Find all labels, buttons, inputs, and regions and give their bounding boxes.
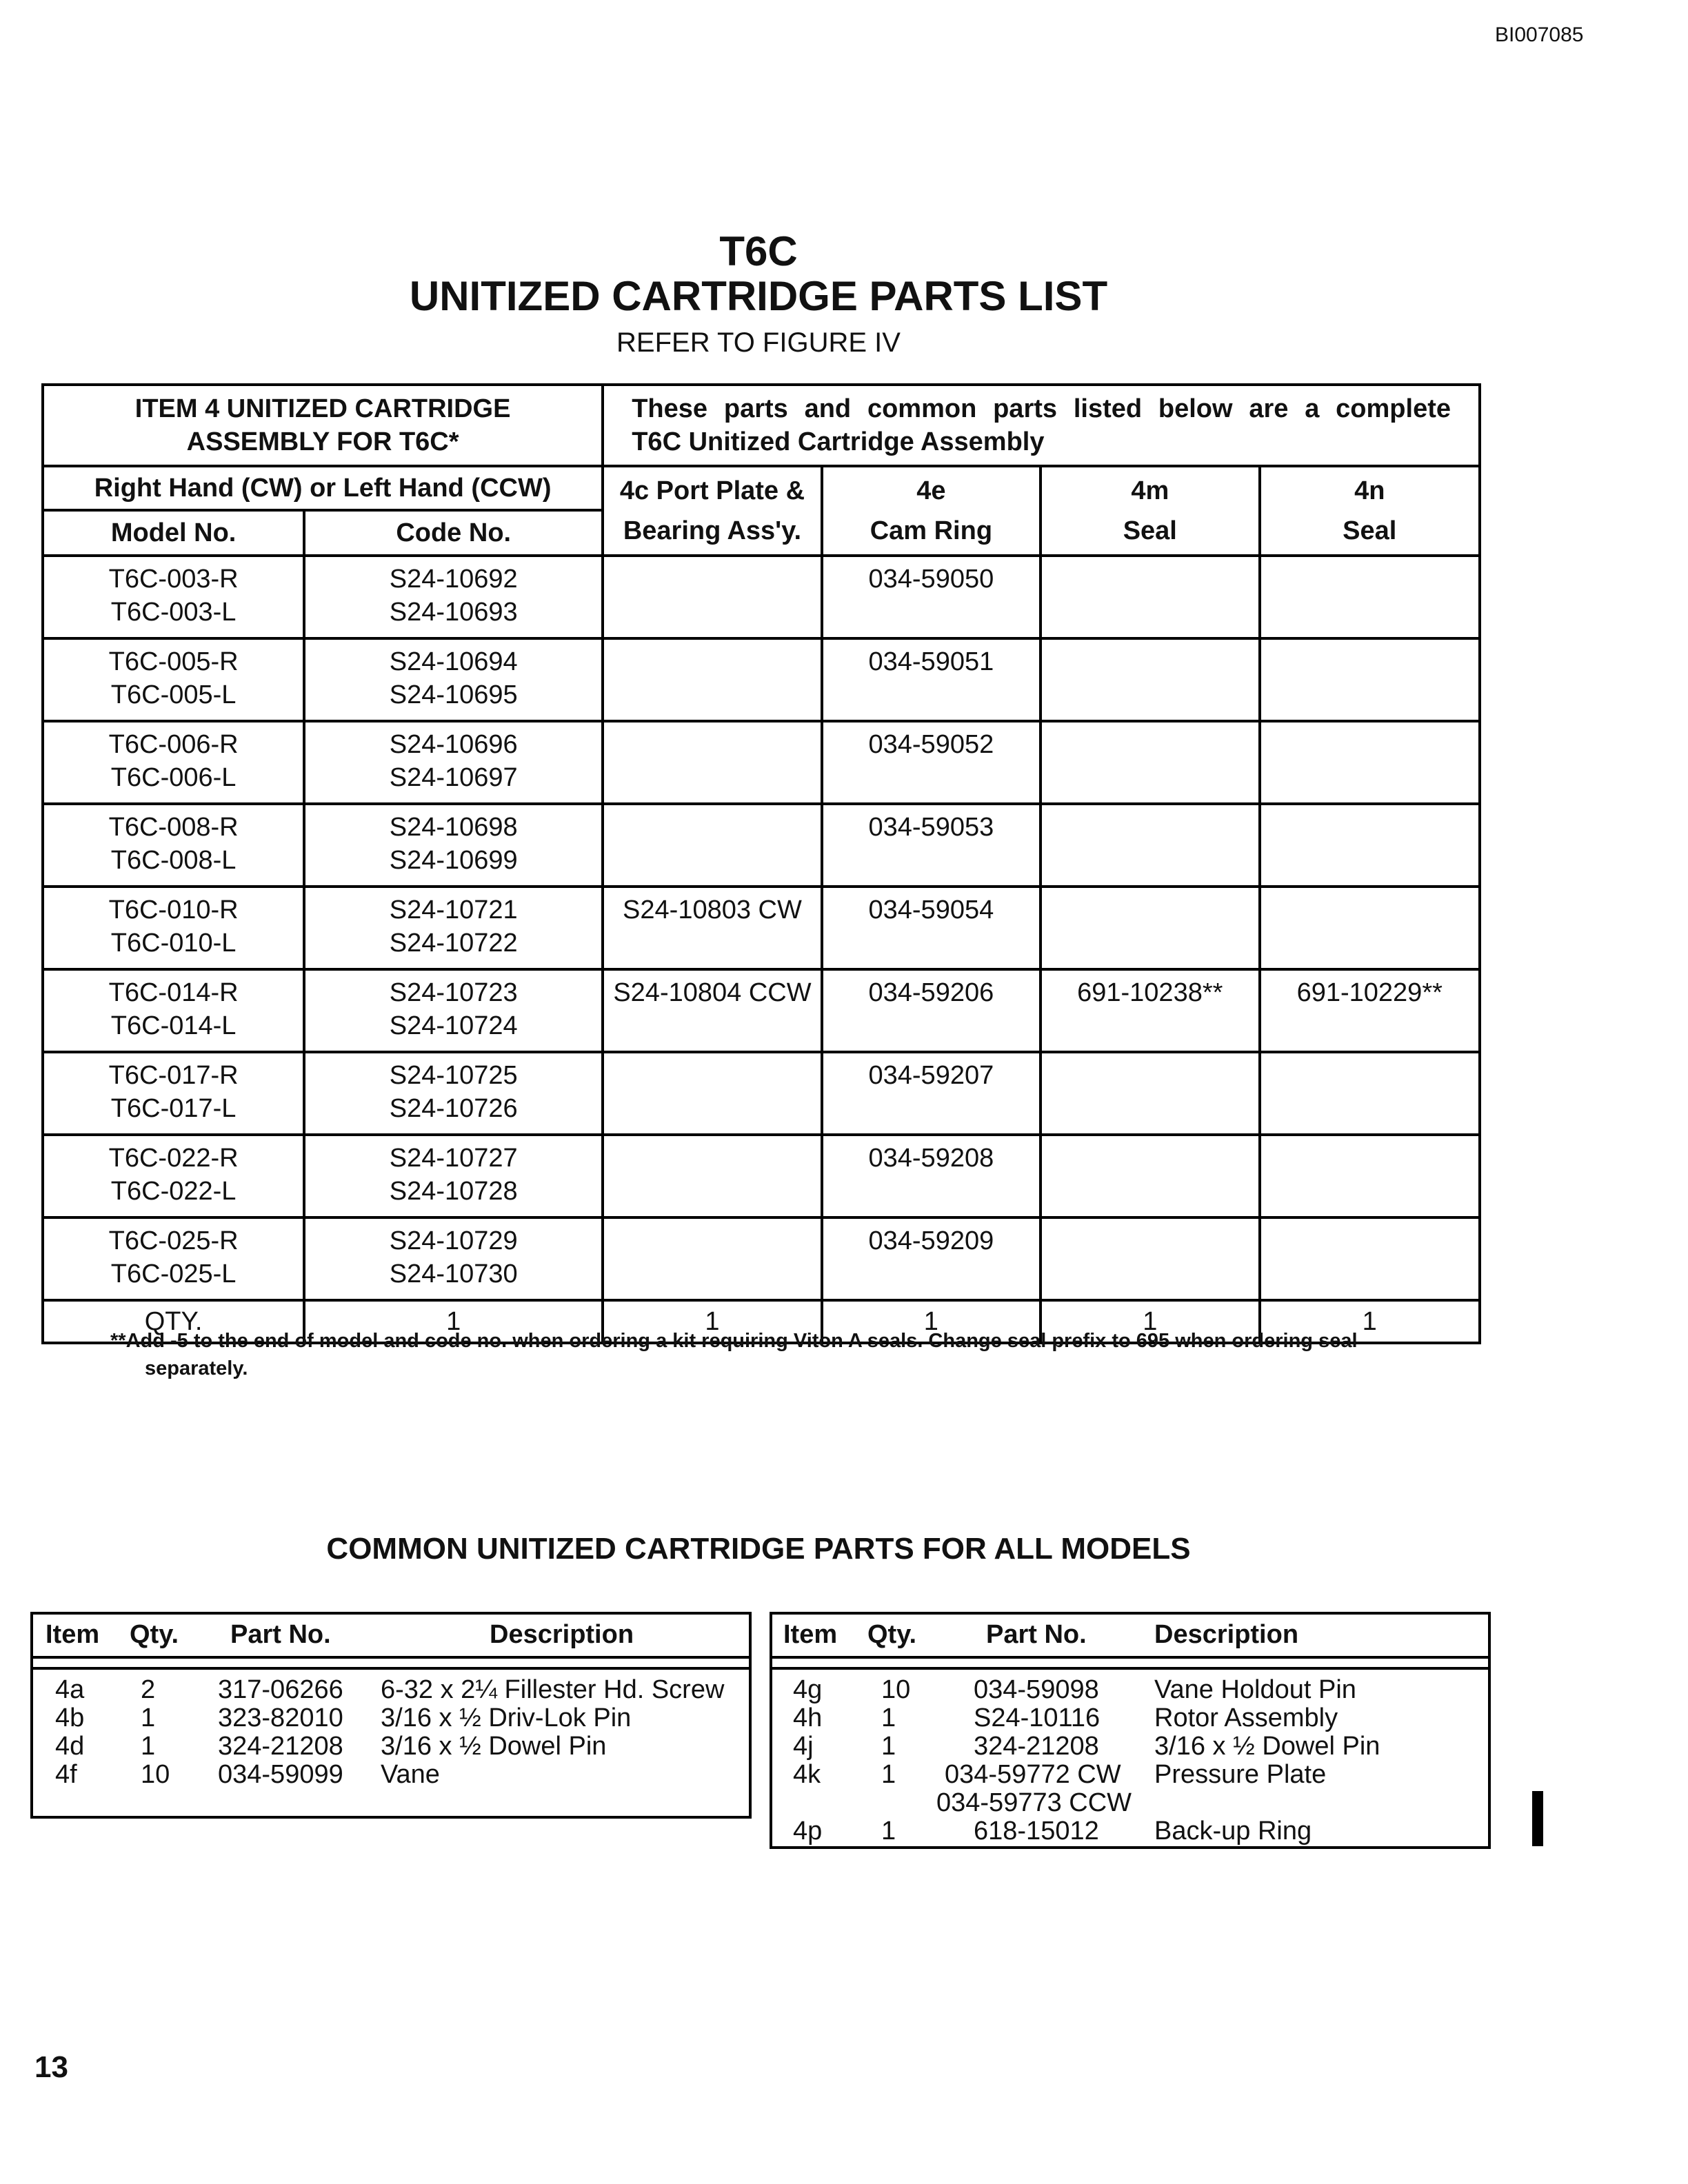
seal-4m-cell <box>1041 887 1259 969</box>
model-no-left: T6C-014-L <box>110 1011 237 1040</box>
part-item: 4p <box>793 1817 823 1846</box>
model-row <box>43 1052 1480 1135</box>
part-row <box>772 1732 1488 1761</box>
document-id: BI007085 <box>1495 23 1584 46</box>
code-cell <box>304 1217 603 1300</box>
model-row <box>43 1217 1480 1300</box>
model-no-right: T6C-006-R <box>108 730 239 759</box>
seal-4m-cell <box>1041 721 1259 804</box>
code-no-right: S24-10725 <box>389 1061 518 1090</box>
model-no-right: T6C-014-R <box>108 978 239 1007</box>
model-no-right: T6C-008-R <box>108 813 239 842</box>
part-row <box>33 1675 749 1704</box>
part-item: 4f <box>55 1760 77 1789</box>
item4-header <box>43 385 603 466</box>
cam-ring-cell: 034-59051 <box>822 638 1041 721</box>
model-row <box>43 969 1480 1052</box>
header-description: Description <box>1154 1620 1299 1649</box>
cam-ring-cell: 034-59208 <box>822 1135 1041 1217</box>
qty-value: 1 <box>304 1300 603 1343</box>
scan-edge-mark <box>1532 1791 1543 1846</box>
code-cell <box>304 804 603 887</box>
seal-4n-cell <box>1260 556 1480 638</box>
seal-4m-cell <box>1041 638 1259 721</box>
qty-label: QTY. <box>43 1300 304 1343</box>
code-no-right: S24-10698 <box>389 813 518 842</box>
seal-4n-cell <box>1260 1135 1480 1217</box>
model-cell <box>43 1052 304 1135</box>
part-number: 618-15012 <box>974 1817 1099 1846</box>
model-no-left: T6C-005-L <box>110 680 237 709</box>
model-no-left: T6C-022-L <box>110 1177 237 1206</box>
port-plate-cell <box>603 804 821 887</box>
header-divider <box>772 1659 1488 1670</box>
code-no-right: S24-10692 <box>389 565 518 594</box>
part-row <box>772 1675 1488 1704</box>
port-plate-cell <box>603 721 821 804</box>
seal-4m-cell: 691-10238** <box>1041 969 1259 1052</box>
col-header-4e-line2: Cam Ring <box>870 516 993 545</box>
seal-4n-cell <box>1260 804 1480 887</box>
code-no-right: S24-10696 <box>389 730 518 759</box>
code-no-left: S24-10699 <box>389 846 518 875</box>
item4-header-line2: ASSEMBLY FOR T6C* <box>186 427 459 456</box>
seal-4m-cell <box>1041 1217 1259 1300</box>
code-no-left: S24-10724 <box>389 1011 518 1040</box>
code-no-left: S24-10722 <box>389 929 518 958</box>
part-number: 034-59772 CW <box>945 1760 1121 1789</box>
complete-note-line1: These parts and common parts listed below are a complete <box>632 394 1451 423</box>
port-plate-cell <box>603 1135 821 1217</box>
col-header-model: Model No. <box>43 510 304 556</box>
part-row <box>772 1703 1488 1732</box>
part-qty: 1 <box>881 1703 896 1732</box>
part-number: S24-10116 <box>974 1703 1101 1732</box>
page-subtitle: REFER TO FIGURE IV <box>616 327 901 358</box>
col-header-cam-ring <box>822 466 1041 556</box>
qty-value: 1 <box>1260 1300 1480 1343</box>
part-row <box>33 1732 749 1761</box>
code-no-left: S24-10728 <box>389 1177 518 1206</box>
model-cell <box>43 887 304 969</box>
part-description: Vane <box>381 1760 440 1789</box>
code-no-right: S24-10694 <box>389 647 518 676</box>
model-cell <box>43 721 304 804</box>
footnote-line2: separately. <box>145 1357 248 1379</box>
col-header-4e-line1: 4e <box>916 476 946 505</box>
footnote-line1: **Add -5 to the end of model and code no. when ordering a kit requiring Viton A seals. Change seal prefix to 695 when ordering seal <box>110 1330 1358 1352</box>
common-parts-title: COMMON UNITIZED CARTRIDGE PARTS FOR ALL MODELS <box>326 1532 1191 1566</box>
cam-ring-cell: 034-59054 <box>822 887 1041 969</box>
col-header-code: Code No. <box>304 510 603 556</box>
code-cell <box>304 721 603 804</box>
header-description: Description <box>490 1620 634 1649</box>
model-row <box>43 556 1480 638</box>
model-no-left: T6C-008-L <box>110 846 237 875</box>
model-row <box>43 721 1480 804</box>
model-row <box>43 638 1480 721</box>
part-description: Back-up Ring <box>1154 1817 1312 1846</box>
seal-4m-cell <box>1041 1135 1259 1217</box>
model-cell <box>43 638 304 721</box>
header-item: Item <box>783 1620 838 1649</box>
code-cell <box>304 969 603 1052</box>
code-cell <box>304 556 603 638</box>
page-number: 13 <box>34 2050 68 2084</box>
cam-ring-cell: 034-59209 <box>822 1217 1041 1300</box>
col-header-4n-line2: Seal <box>1343 516 1397 545</box>
header-divider <box>33 1659 749 1670</box>
code-no-right: S24-10723 <box>389 978 518 1007</box>
page-title-model: T6C <box>719 228 798 274</box>
footnote <box>110 1327 1431 1382</box>
header-part-no: Part No. <box>230 1620 331 1649</box>
code-no-right: S24-10721 <box>389 896 518 924</box>
cam-ring-cell: 034-59052 <box>822 721 1041 804</box>
part-description: 6-32 x 2¼ Fillester Hd. Screw <box>381 1675 725 1704</box>
part-description: 3/16 x ½ Driv-Lok Pin <box>381 1703 632 1732</box>
part-qty: 1 <box>881 1817 896 1846</box>
cartridge-parts-table <box>41 383 1481 1344</box>
part-description: 3/16 x ½ Dowel Pin <box>1154 1732 1380 1761</box>
header-part-no: Part No. <box>986 1620 1087 1649</box>
model-cell <box>43 556 304 638</box>
port-plate-cell <box>603 638 821 721</box>
col-header-4c-line1: 4c Port Plate & <box>619 476 805 505</box>
seal-4n-cell <box>1260 887 1480 969</box>
model-no-right: T6C-003-R <box>108 565 239 594</box>
seal-4n-cell <box>1260 721 1480 804</box>
part-row <box>33 1760 749 1789</box>
part-item: 4g <box>793 1675 823 1704</box>
model-no-right: T6C-017-R <box>108 1061 239 1090</box>
common-right-header <box>772 1615 1488 1659</box>
seal-4m-cell <box>1041 556 1259 638</box>
part-item: 4d <box>55 1732 85 1761</box>
col-header-4m-line1: 4m <box>1131 476 1169 505</box>
part-item: 4h <box>793 1703 823 1732</box>
header-qty: Qty. <box>867 1620 917 1649</box>
part-qty: 10 <box>141 1760 170 1789</box>
part-number: 324-21208 <box>218 1732 343 1761</box>
part-qty: 2 <box>141 1675 156 1704</box>
port-plate-cell <box>603 556 821 638</box>
item4-header-line1: ITEM 4 UNITIZED CARTRIDGE <box>134 394 511 423</box>
seal-4m-cell <box>1041 804 1259 887</box>
seal-4n-cell <box>1260 638 1480 721</box>
port-plate-cell <box>603 1217 821 1300</box>
qty-value: 1 <box>603 1300 821 1343</box>
part-item: 4a <box>55 1675 85 1704</box>
part-number: 034-59098 <box>974 1675 1099 1704</box>
col-header-seal-4m <box>1041 466 1259 556</box>
code-no-right: S24-10729 <box>389 1226 518 1255</box>
part-description: Pressure Plate <box>1154 1760 1327 1789</box>
cam-ring-cell: 034-59207 <box>822 1052 1041 1135</box>
port-plate-cell: S24-10804 CCW <box>603 969 821 1052</box>
part-qty: 1 <box>881 1760 896 1789</box>
model-no-left: T6C-025-L <box>110 1260 237 1288</box>
model-no-right: T6C-022-R <box>108 1144 239 1173</box>
code-cell <box>304 1052 603 1135</box>
model-no-left: T6C-017-L <box>110 1094 237 1123</box>
header-qty: Qty. <box>130 1620 179 1649</box>
complete-assembly-note <box>603 385 1480 466</box>
cam-ring-cell: 034-59206 <box>822 969 1041 1052</box>
model-cell <box>43 1135 304 1217</box>
model-no-right: T6C-025-R <box>108 1226 239 1255</box>
part-row <box>33 1703 749 1732</box>
cam-ring-cell: 034-59053 <box>822 804 1041 887</box>
part-row <box>772 1817 1488 1846</box>
part-qty: 1 <box>141 1703 156 1732</box>
part-item: 4j <box>793 1732 814 1761</box>
page-title: UNITIZED CARTRIDGE PARTS LIST <box>409 273 1108 319</box>
model-cell <box>43 1217 304 1300</box>
seal-4n-cell: 691-10229** <box>1260 969 1480 1052</box>
common-parts-left-table <box>30 1612 752 1819</box>
part-qty: 10 <box>881 1675 911 1704</box>
seal-4m-cell <box>1041 1052 1259 1135</box>
part-row <box>772 1788 1488 1817</box>
cam-ring-cell: 034-59050 <box>822 556 1041 638</box>
part-item: 4b <box>55 1703 85 1732</box>
qty-value: 1 <box>822 1300 1041 1343</box>
col-header-4c-line2: Bearing Ass'y. <box>623 516 802 545</box>
hand-header: Right Hand (CW) or Left Hand (CCW) <box>43 466 603 510</box>
part-qty: 1 <box>141 1732 156 1761</box>
col-header-4n-line1: 4n <box>1354 476 1385 505</box>
part-number: 034-59773 CCW <box>936 1788 1132 1817</box>
code-no-left: S24-10730 <box>389 1260 518 1288</box>
part-number: 324-21208 <box>974 1732 1099 1761</box>
code-no-left: S24-10697 <box>389 763 518 792</box>
code-cell <box>304 1135 603 1217</box>
part-qty: 1 <box>881 1732 896 1761</box>
code-no-left: S24-10695 <box>389 680 518 709</box>
complete-note-line2: T6C Unitized Cartridge Assembly <box>632 427 1045 456</box>
part-number: 323-82010 <box>218 1703 343 1732</box>
part-description: Rotor Assembly <box>1154 1703 1338 1732</box>
part-number: 034-59099 <box>218 1760 343 1789</box>
model-no-left: T6C-010-L <box>110 929 237 958</box>
seal-4n-cell <box>1260 1217 1480 1300</box>
code-cell <box>304 887 603 969</box>
model-cell <box>43 804 304 887</box>
model-no-right: T6C-010-R <box>108 896 239 924</box>
part-number: 317-06266 <box>218 1675 343 1704</box>
model-row <box>43 1135 1480 1217</box>
model-no-left: T6C-003-L <box>110 598 237 627</box>
qty-value: 1 <box>1041 1300 1259 1343</box>
port-plate-cell <box>603 1052 821 1135</box>
model-row <box>43 887 1480 969</box>
code-no-left: S24-10726 <box>389 1094 518 1123</box>
col-header-4m-line2: Seal <box>1123 516 1177 545</box>
common-parts-right-table <box>770 1612 1491 1849</box>
part-description: Vane Holdout Pin <box>1154 1675 1356 1704</box>
header-item: Item <box>46 1620 100 1649</box>
port-plate-cell: S24-10803 CW <box>603 887 821 969</box>
common-left-header <box>33 1615 749 1659</box>
seal-4n-cell <box>1260 1052 1480 1135</box>
model-row <box>43 804 1480 887</box>
model-no-left: T6C-006-L <box>110 763 237 792</box>
part-description: 3/16 x ½ Dowel Pin <box>381 1732 607 1761</box>
code-no-right: S24-10727 <box>389 1144 518 1173</box>
model-cell <box>43 969 304 1052</box>
model-no-right: T6C-005-R <box>108 647 239 676</box>
col-header-port-plate <box>603 466 821 556</box>
code-no-left: S24-10693 <box>389 598 518 627</box>
code-cell <box>304 638 603 721</box>
part-row <box>772 1760 1488 1789</box>
part-item: 4k <box>793 1760 821 1789</box>
col-header-seal-4n <box>1260 466 1480 556</box>
